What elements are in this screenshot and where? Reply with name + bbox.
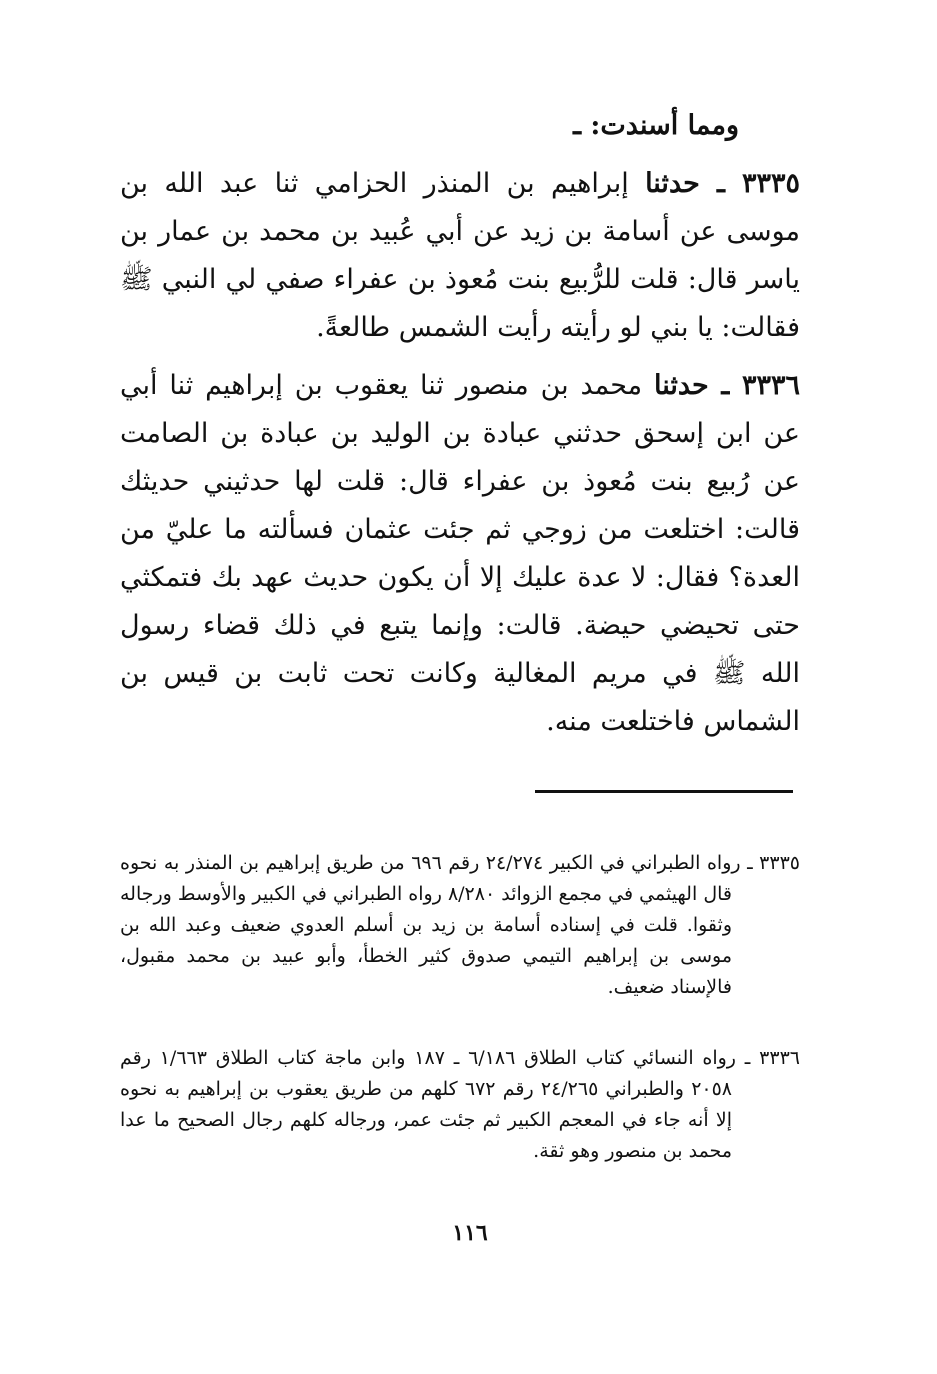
page-number: ١١٦ — [452, 1220, 488, 1246]
footnote-paragraph — [120, 1043, 800, 1167]
footnote-text: رواه الطبراني في الكبير ٢٤/٢٧٤ رقم ٦٩٦ من طريق إبراهيم بن المنذر به نحوه قال الهيثمي في مجمع الزوائد ٨/٢٨٠ رواه الطبراني في الكبير والأوسط ورجاله وثقوا. قلت في إسناده أسامة بن زيد بن أسلم العدوي ضعيف وعبد الله بن موسى بن إبراهيم التيمي صدوق كثير الخطأ، وأبو عبيد بن محمد مقبول، فالإسناد ضعيف. — [120, 852, 741, 998]
footnote-separator — [535, 790, 793, 793]
hadith-paragraph — [120, 160, 800, 352]
hadith-entry — [120, 160, 800, 352]
footnote — [120, 848, 800, 1003]
hadith-text: إبراهيم بن المنذر الحزامي ثنا عبد الله بن موسى عن أسامة بن زيد عن أبي عُبيد بن محمد بن عمار بن ياسر قال: قلت للرُّبيع بنت مُعوذ بن عفراء صفي لي النبي ﷺ فقالت: يا بني لو رأيته رأيت الشمس طالعةً. — [120, 168, 800, 343]
hadith-text: محمد بن منصور ثنا يعقوب بن إبراهيم ثنا أبي عن ابن إسحق حدثني عبادة بن الوليد بن عبادة بن الصامت عن رُبيع بنت مُعوذ بن عفراء قال: قلت لها حدثيني حديثك قالت: اختلعت من زوجي ثم جئت عثمان فسألته ما عليّ من العدة؟ فقال: لا عدة عليك إلا أن يكون حديث عهد بك فتمكثي حتى تحيضي حيضة. قالت: وإنما يتبع في ذلك قضاء رسول الله ﷺ في مريم المغالية وكانت تحت ثابت بن قيس بن الشماس فاختلعت منه. — [120, 370, 800, 737]
section-heading: ومما أسندت: ـ — [573, 110, 739, 141]
footnote — [120, 1043, 800, 1167]
hadith-number: ٣٣٣٥ ـ حدثنا — [645, 168, 800, 199]
hadith-paragraph — [120, 362, 800, 746]
hadith-entry — [120, 362, 800, 746]
footnote-number: ٣٣٣٥ ـ — [747, 852, 800, 874]
footnote-number: ٣٣٣٦ ـ — [744, 1047, 800, 1069]
hadith-number: ٣٣٣٦ ـ حدثنا — [654, 370, 800, 401]
footnote-text: رواه النسائي كتاب الطلاق ٦/١٨٦ ـ ١٨٧ وابن ماجة كتاب الطلاق ١/٦٦٣ رقم ٢٠٥٨ والطبراني ٢٤/٢٦٥ رقم ٦٧٢ كلهم من طريق يعقوب بن إبراهيم به نحوه إلا أنه جاء في المعجم الكبير ثم جئت عمر، ورجاله كلهم رجال الصحيح ما عدا محمد بن منصور وهو ثقة. — [120, 1047, 736, 1162]
footnote-paragraph — [120, 848, 800, 1003]
